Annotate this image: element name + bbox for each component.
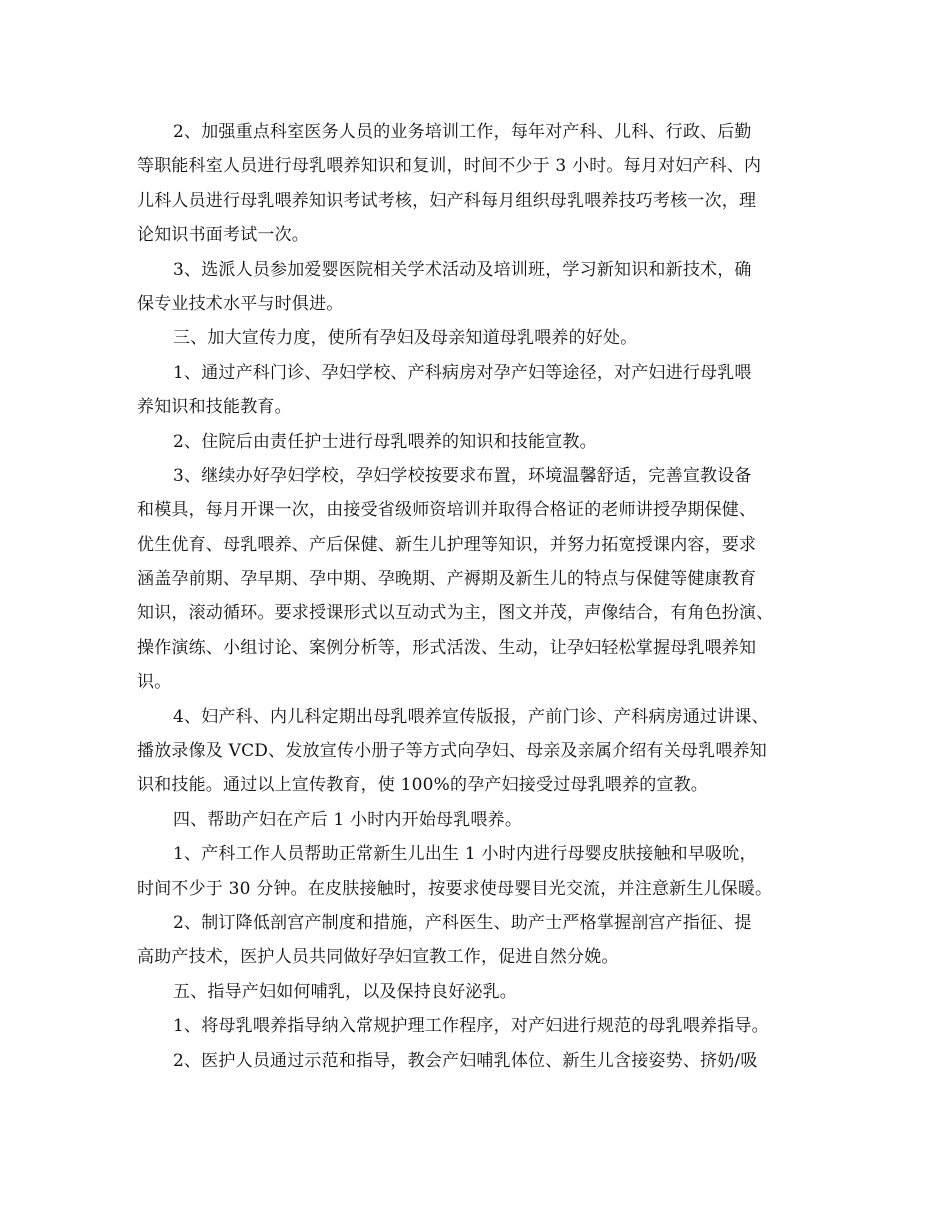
paragraph-line: 优生优育、母乳喂养、产后保健、新生儿护理等知识，并努力拓宽授课内容，要求 <box>137 534 757 555</box>
paragraph-line: 养知识和技能教育。 <box>137 397 292 418</box>
paragraph-line: 3、继续办好孕妇学校，孕妇学校按要求布置，环境温馨舒适，完善宣教设备 <box>173 465 752 486</box>
section-heading: 五、指导产妇如何哺乳，以及保持良好泌乳。 <box>173 981 517 1002</box>
paragraph-line: 保专业技术水平与时俱进。 <box>137 293 344 314</box>
paragraph-line: 和模具，每月开课一次，由接受省级师资培训并取得合格证的老师讲授孕期保健、 <box>137 500 757 521</box>
paragraph-line: 论知识书面考试一次。 <box>137 225 309 246</box>
paragraph-line: 2、制订降低剖宫产制度和措施，产科医生、助产士严格掌握剖宫产指征、提 <box>173 912 752 933</box>
section-heading: 三、加大宣传力度，使所有孕妇及母亲知道母乳喂养的好处。 <box>173 328 638 349</box>
paragraph-line: 2、医护人员通过示范和指导，教会产妇哺乳体位、新生儿含接姿势、挤奶/吸 <box>173 1050 758 1071</box>
section-heading: 四、帮助产妇在产后 1 小时内开始母乳喂养。 <box>173 809 523 830</box>
paragraph-line: 知识，滚动循环。要求授课形式以互动式为主，图文并茂，声像结合，有角色扮演、 <box>137 603 774 624</box>
paragraph-line: 2、住院后由责任护士进行母乳喂养的知识和技能宣教。 <box>173 431 597 452</box>
paragraph-line: 儿科人员进行母乳喂养知识考试考核，妇产科每月组织母乳喂养技巧考核一次，理 <box>137 190 757 211</box>
paragraph-line: 高助产技术，医护人员共同做好孕妇宣教工作，促进自然分娩。 <box>137 947 619 968</box>
paragraph-line: 时间不少于 30 分钟。在皮肤接触时，按要求使母婴目光交流，并注意新生儿保暖。 <box>137 878 773 899</box>
paragraph-line: 涵盖孕前期、孕早期、孕中期、孕晚期、产褥期及新生儿的特点与保健等健康教育 <box>137 569 757 590</box>
paragraph-line: 操作演练、小组讨论、案例分析等，形式活泼、生动，让孕妇轻松掌握母乳喂养知 <box>137 637 757 658</box>
paragraph-line: 播放录像及 VCD、发放宣传小册子等方式向孕妇、母亲及亲属介绍有关母乳喂养知 <box>137 741 767 762</box>
paragraph-line: 4、妇产科、内儿科定期出母乳喂养宣传版报，产前门诊、产科病房通过讲课、 <box>173 706 769 727</box>
paragraph-line: 识和技能。通过以上宣传教育，使 100%的孕产妇接受过母乳喂养的宣教。 <box>137 775 709 796</box>
paragraph-line: 3、选派人员参加爱婴医院相关学术活动及培训班，学习新知识和新技术，确 <box>173 259 752 280</box>
paragraph-line: 1、将母乳喂养指导纳入常规护理工作程序，对产妇进行规范的母乳喂养指导。 <box>173 1016 769 1037</box>
paragraph-line: 1、产科工作人员帮助正常新生儿出生 1 小时内进行母婴皮肤接触和早吸吮， <box>173 844 757 865</box>
paragraph-line: 2、加强重点科室医务人员的业务培训工作，每年对产科、儿科、行政、后勤 <box>173 122 752 142</box>
paragraph-line: 识。 <box>137 672 172 693</box>
paragraph-line: 等职能科室人员进行母乳喂养知识和复训，时间不少于 3 小时。每月对妇产科、内 <box>137 156 762 177</box>
paragraph-line: 1、通过产科门诊、孕妇学校、产科病房对孕产妇等途径，对产妇进行母乳喂 <box>173 362 752 383</box>
document-body <box>137 115 827 1078</box>
